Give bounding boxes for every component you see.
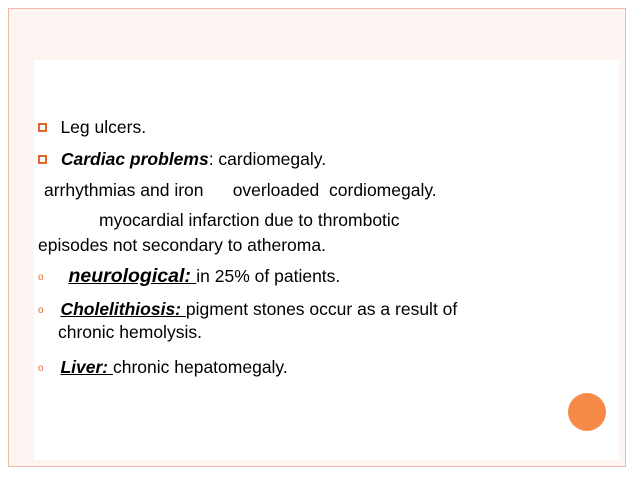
list-item <box>38 265 340 288</box>
item-text: Leg ulcers. <box>60 117 147 137</box>
item-label: Cholelithiosis: <box>60 299 186 319</box>
square-bullet-icon <box>38 123 47 132</box>
circle-bullet-icon: o <box>38 272 44 283</box>
item-continuation: chronic hemolysis. <box>58 322 202 342</box>
square-bullet-icon <box>38 155 47 164</box>
list-item <box>38 117 146 138</box>
item-text: pigment stones occur as a result of <box>185 299 458 319</box>
list-item <box>38 149 326 170</box>
item-text: : cardiomegaly. <box>208 149 327 169</box>
item-label: neurological: <box>68 265 197 287</box>
list-item <box>38 357 288 378</box>
decorative-circle <box>568 393 606 431</box>
list-item <box>38 299 457 320</box>
item-text: in 25% of patients. <box>196 266 341 286</box>
item-text: chronic hepatomegaly. <box>112 357 288 377</box>
item-label: Cardiac problems <box>60 149 209 169</box>
item-label: Liver: <box>60 357 113 377</box>
item-continuation: myocardial infarction due to thrombotic <box>99 210 400 230</box>
circle-bullet-icon: o <box>38 363 44 374</box>
item-continuation: episodes not secondary to atheroma. <box>38 235 326 255</box>
circle-bullet-icon: o <box>38 305 44 316</box>
item-continuation: arrhythmias and iron overloaded cordiomegaly. <box>44 180 437 200</box>
